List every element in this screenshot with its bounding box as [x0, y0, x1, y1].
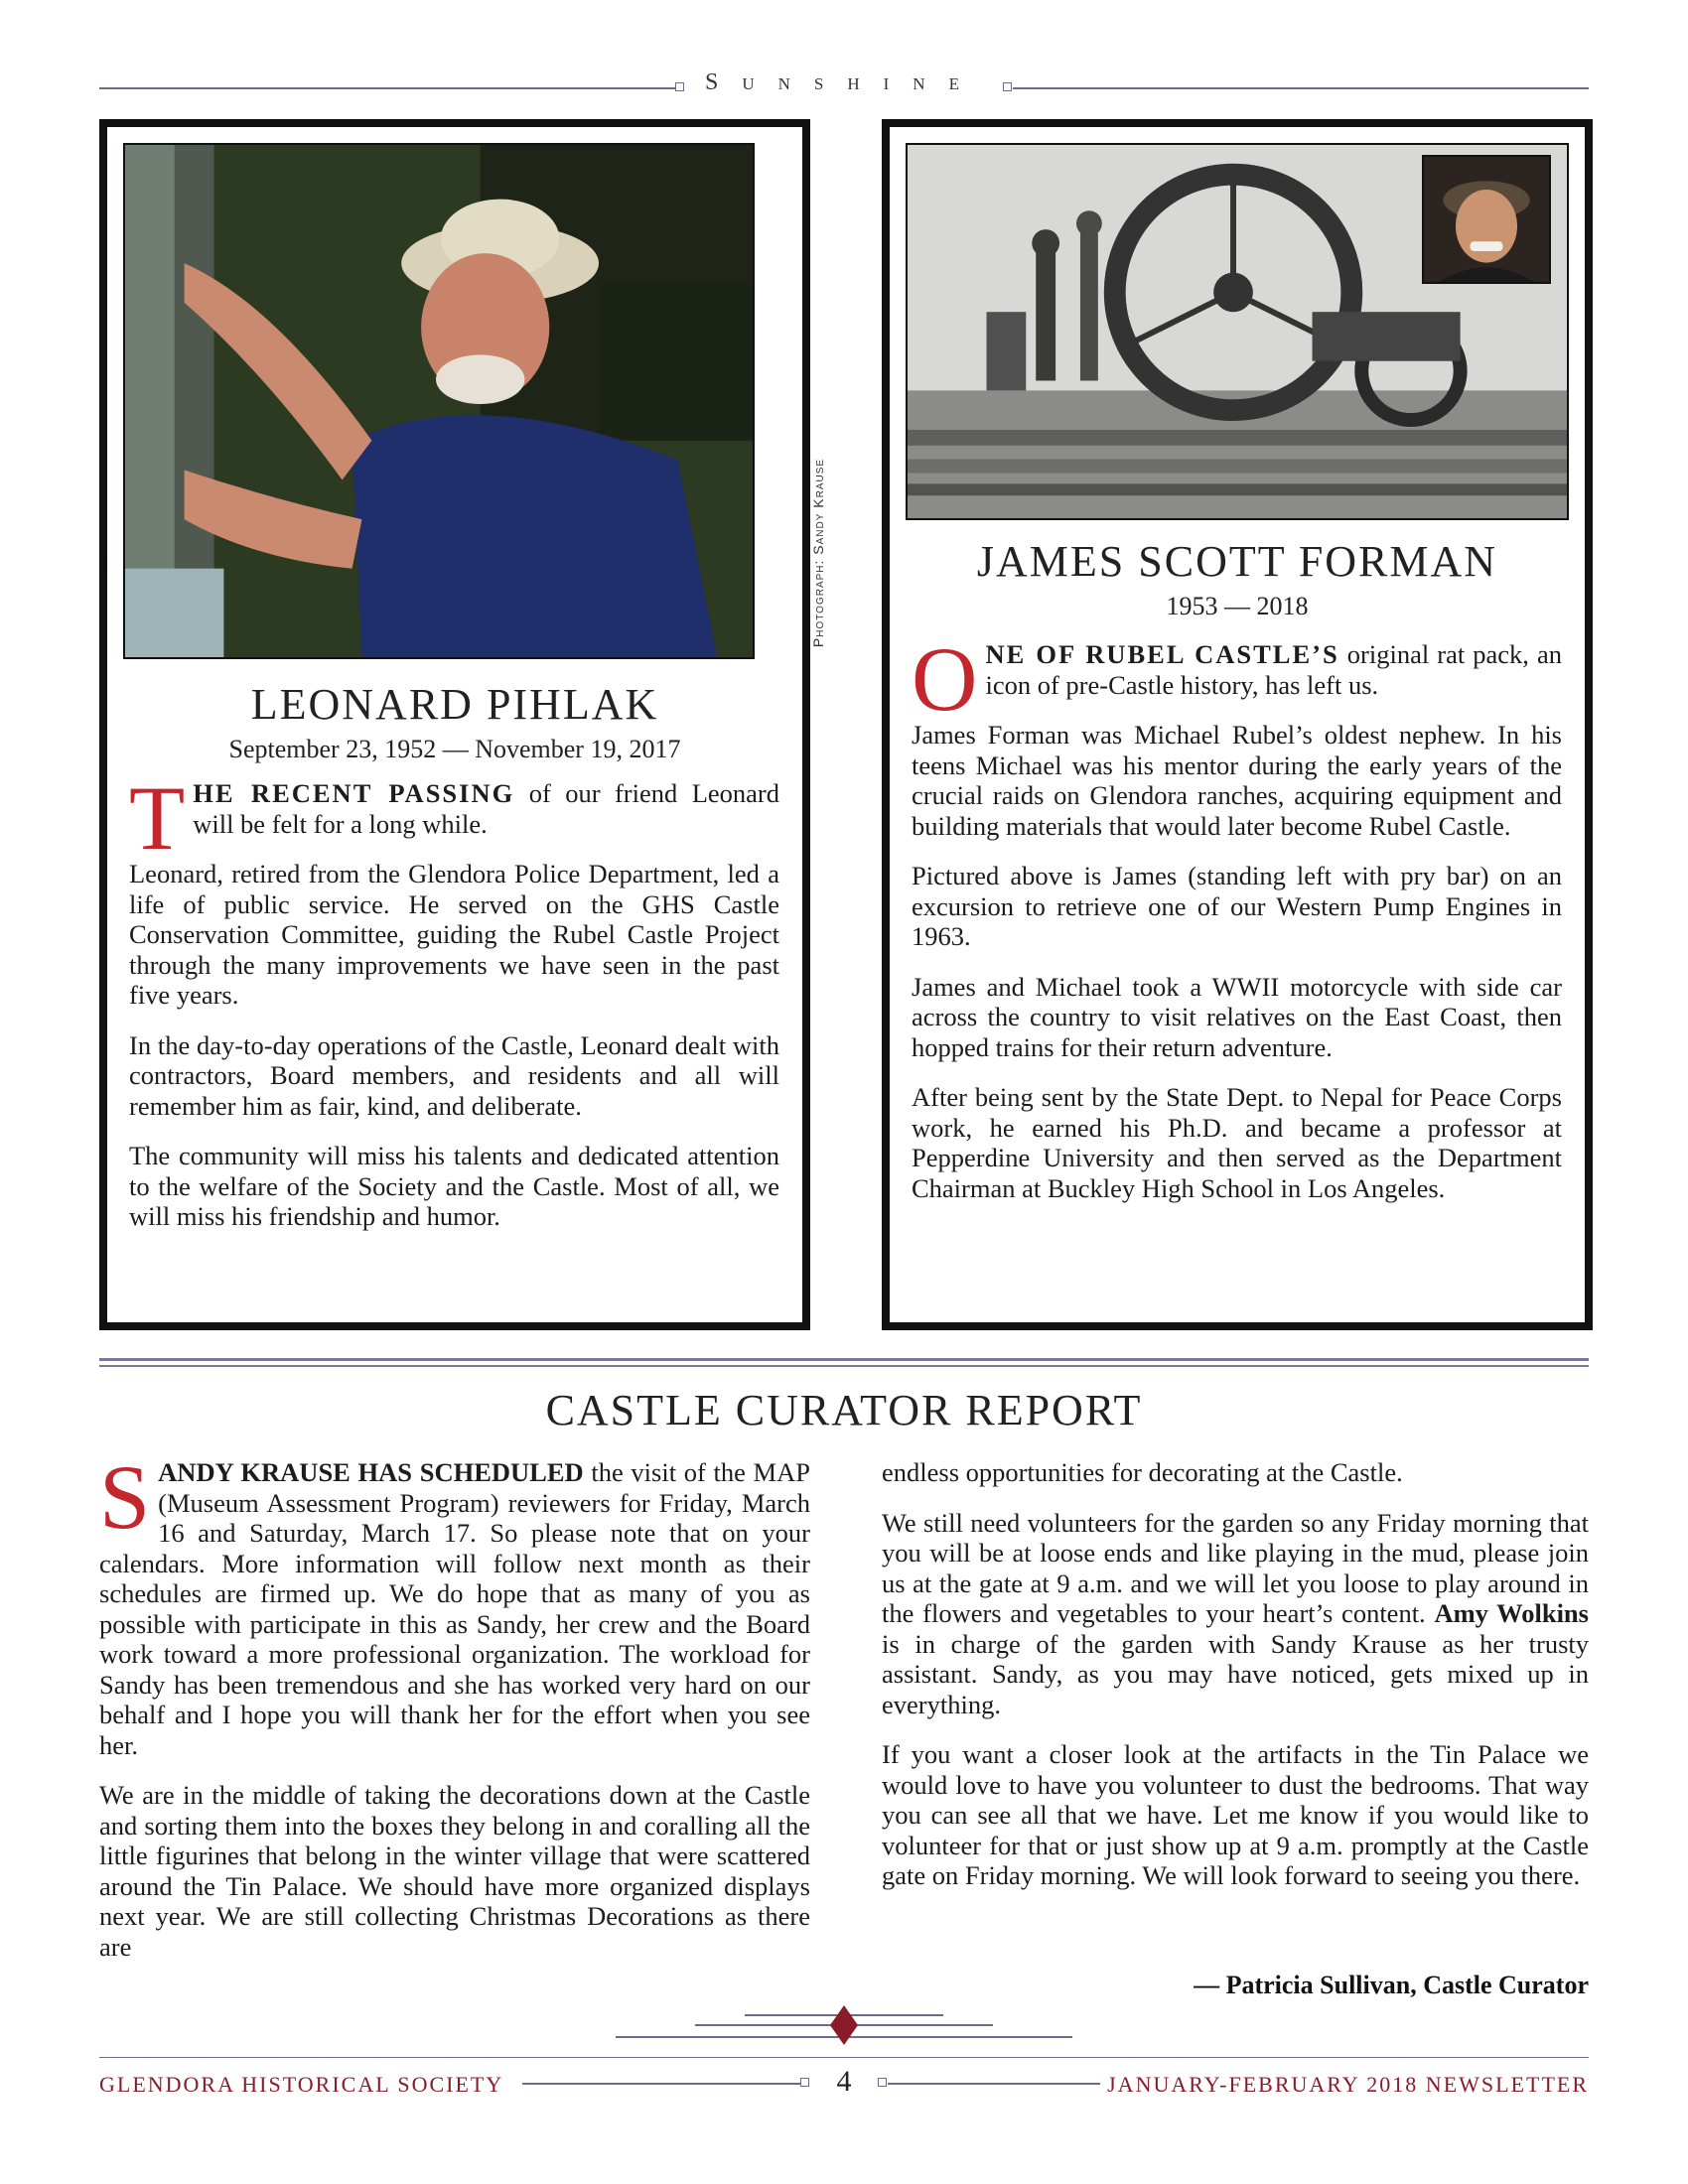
page-number: 4: [836, 2065, 852, 2098]
header-rule-right: [1013, 87, 1589, 89]
header-ornament-left: [675, 82, 684, 91]
curator-paragraph: [882, 1508, 1589, 1720]
running-title: Sunshine: [705, 69, 983, 95]
obituary-name: JAMES SCOTT FORMAN: [976, 537, 1498, 586]
obituary-paragraph: After being sent by the State Dept. to Nepal for Peace Corps work, he earned his Ph.D. and became a professor at Pepperdine University and then served as the Department Chairman at Buckley High School in Los Angeles.: [912, 1082, 1562, 1203]
obituary-paragraph: Pictured above is James (standing left with pry bar) on an excursion to retrieve one of our Western Pump Engines in 1963.: [912, 861, 1562, 951]
portrait-illustration: [125, 145, 753, 657]
footer-society-name: GLENDORA HISTORICAL SOCIETY: [99, 2072, 504, 2097]
curator-paragraph: We are in the middle of taking the decorations down at the Castle and sorting them into the boxes they belong in and coralling all the little figurines that belong in the winter village that were scattered around the Tin Palace. We should have more organized displays next year. We are still collecting Christmas Decorations as there are: [99, 1780, 810, 1962]
curator-column-left: [99, 1446, 810, 1962]
curator-column-right: [882, 1457, 1589, 1911]
footer-ornament-left: [800, 2078, 809, 2087]
curator-signature: — Patricia Sullivan, Castle Curator: [1194, 1971, 1589, 1999]
photo-leonard-pihlak: [123, 143, 755, 659]
intro-text: of our friend Leonard will be felt for a long while.: [193, 778, 779, 839]
section-divider-top: [99, 1358, 1589, 1361]
obituary-paragraph: The community will miss his talents and dedicated attention to the welfare of the Society and the Castle. Most of all, we will miss his friendship and humor.: [129, 1141, 779, 1231]
header-rule-left: [99, 87, 677, 89]
lead-in: NE OF RUBEL CASTLE’S: [985, 639, 1339, 669]
curator-intro: [99, 1446, 810, 1760]
obituary-paragraph: James Forman was Michael Rubel’s oldest nephew. In his teens Michael was his mentor during the early years of the crucial raids on Glendora ranches, acquiring equipment and building materials that would later become Rubel Castle.: [912, 720, 1562, 841]
photo-credit: Photograph: Sandy Krause: [810, 458, 826, 648]
section-divider-bottom: [99, 1365, 1589, 1367]
curator-paragraph: If you want a closer look at the artifacts in the Tin Palace we would love to have you volunteer to dust the bedrooms. That way you can see all that we have. Let me know if you would like to volunteer for that or just show up at 9 a.m. promptly at the Castle gate on Friday morning. We will look forward to seeing you there.: [882, 1739, 1589, 1890]
obituary-body: [912, 628, 1562, 1223]
lead-in: HE RECENT PASSING: [193, 778, 515, 808]
footer-ornament-right: [878, 2078, 887, 2087]
footer-rule-right: [888, 2083, 1100, 2085]
obituary-box-pihlak: [99, 119, 810, 1330]
obituary-paragraph: In the day-to-day operations of the Castle, Leonard dealt with contractors, Board members, and residents and all will remember him as fair, kind, and deliberate.: [129, 1029, 779, 1121]
obituary-name: LEONARD PIHLAK: [250, 680, 659, 729]
obituary-paragraph: James and Michael took a WWII motorcycle with side car across the country to visit relatives on the East Coast, then hopped trains for their return adventure.: [912, 971, 1562, 1062]
footer-rule-left: [522, 2083, 804, 2085]
header-ornament-right: [1003, 82, 1012, 91]
drop-cap: O: [912, 628, 978, 730]
inset-portrait-forman: [1422, 155, 1551, 284]
lead-in: ANDY KRAUSE HAS SCHEDULED: [158, 1457, 584, 1487]
footer-top-rule: [99, 2057, 1589, 2058]
drop-cap: S: [99, 1446, 151, 1548]
obituary-intro: [129, 767, 779, 869]
photo-pump-engine: [906, 143, 1569, 520]
obituary-dates: September 23, 1952 — November 19, 2017: [228, 735, 681, 763]
section-heading: CASTLE CURATOR REPORT: [545, 1386, 1143, 1434]
paragraph-text: is in charge of the garden with Sandy Krause as her trusty assistant. Sandy, as you may have noticed, gets mixed up in everything.: [882, 1628, 1589, 1719]
drop-cap: T: [129, 767, 186, 869]
obituary-paragraph: Leonard, retired from the Glendora Police Department, led a life of public service. He served on the GHS Castle Conservation Committee, guiding the Rubel Castle Project through the many improvements we have seen in the past five years.: [129, 859, 779, 1010]
footer-issue: JANUARY-FEBRUARY 2018 NEWSLETTER: [1107, 2072, 1589, 2097]
volunteer-name: Amy Wolkins: [1434, 1598, 1589, 1628]
paragraph-text: We still need volunteers for the garden so any Friday morning that you will be at loose ends and like playing in the mud, please join us at the gate at 9 a.m. and we will let you loose to play around in the flowers and vegetables to your heart’s content.: [882, 1507, 1589, 1628]
obituary-body: [129, 767, 779, 1252]
intro-text: original rat pack, an icon of pre-Castle history, has left us.: [985, 639, 1562, 700]
diamond-ornament: [616, 2003, 1072, 2053]
obituary-intro: [912, 628, 1562, 730]
curator-paragraph-continued: endless opportunities for decorating at the Castle.: [882, 1457, 1403, 1487]
intro-text: the visit of the MAP (Museum Assessment Program) reviewers for Friday, March 16 and Saturday, March 17. So please note that on your calendars. More information will follow next month as their schedules are firmed up. We do hope that as many of you as possible with participate in this as Sandy, her crew and the Board work toward a more professional organization. The workload for Sandy has been tremendous and she has worked very hard on our behalf and I hope you will thank her for the effort when you see her.: [99, 1457, 810, 1760]
obituary-box-forman: [882, 119, 1593, 1330]
obituary-dates: 1953 — 2018: [1166, 592, 1309, 620]
inset-portrait-illustration: [1424, 157, 1549, 282]
